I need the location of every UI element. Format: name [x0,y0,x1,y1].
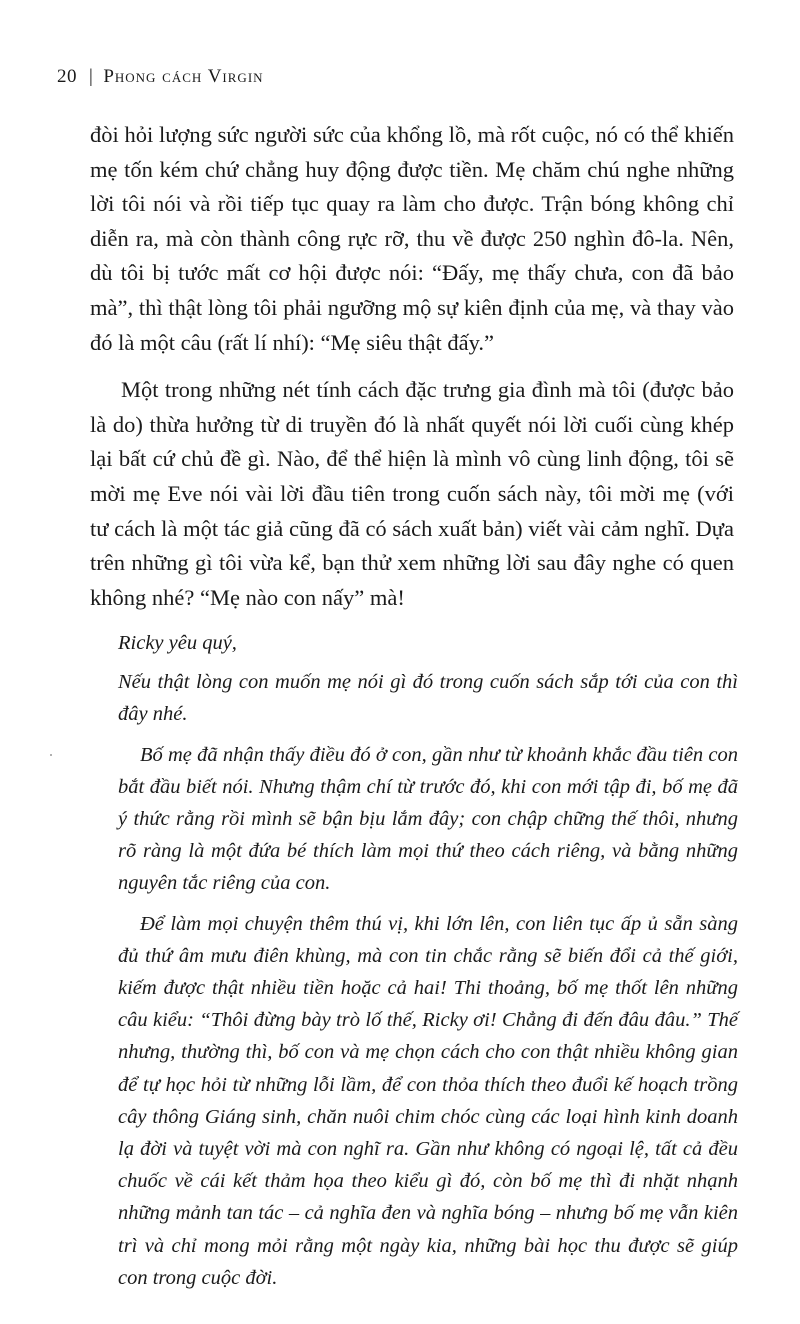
body-paragraph: đòi hỏi lượng sức người sức của khổng lồ, mà rốt cuộc, nó có thể khiến mẹ tốn kém chứ chẳng huy động được tiền. Mẹ chăm chú nghe những lời tôi nói và rồi tiếp tục quay ra làm cho được. Trận bóng không chỉ diễn ra, mà còn thành công rực rỡ, thu về được 250 nghìn đô-la. Nên, dù tôi bị tước mất cơ hội được nói: “Đấy, mẹ thấy chưa, con đã bảo mà”, thì thật lòng tôi phải ngưỡng mộ sự kiên định của mẹ, và thay vào đó là một câu (rất lí nhí): “Mẹ siêu thật đấy.” [90,122,734,355]
body-paragraph: Một trong những nét tính cách đặc trưng gia đình mà tôi (được bảo là do) thừa hưởng từ di truyền đó là nhất quyết nói lời cuối cùng khép lại bất cứ chủ đề gì. Nào, để thể hiện là mình vô cùng linh động, tôi sẽ mời mẹ Eve nói vài lời đầu tiên trong cuốn sách này, tôi mời mẹ (với tư cách là một tác giả cũng đã có sách xuất bản) viết vài cảm nghĩ. Dựa trên những gì tôi vừa kể, bạn thử xem những lời sau đây nghe có quen không nhé? “Mẹ nào con nấy” mà! [90,377,734,610]
header-separator: | [89,66,94,87]
running-title: Phong cách Virgin [103,66,264,87]
letter-paragraph: Để làm mọi chuyện thêm thú vị, khi lớn lên, con liên tục ấp ủ sẵn sàng đủ thứ âm mưu điên khùng, mà con tin chắc rằng sẽ biến đổi cả thế giới, kiếm được thật nhiều tiền hoặc cả hai! Thi thoảng, bố mẹ thốt lên những câu kiểu: “Thôi đừng bày trò lố thế, Ricky ơi! Chẳng đi đến đâu đâu.” Thế nhưng, thường thì, bố con và mẹ chọn cách cho con thật nhiều không gian để tự học hỏi từ những lỗi lầm, để con thỏa thích theo đuổi kế hoạch trồng cây thông Giáng sinh, chăn nuôi chim chóc cùng các loại hình kinh doanh lạ đời và tuyệt vời mà con nghĩ ra. Gần như không có ngoại lệ, tất cả đều chuốc về cái kết thảm họa theo kiểu gì đó, còn bố mẹ thì đi nhặt nhạnh những mảnh tan tác – cả nghĩa đen và nghĩa bóng – nhưng bố mẹ vẫn kiên trì và chỉ mong mỏi rằng một ngày kia, những bài học thu được sẽ giúp con trong cuộc đời. [118,912,738,1289]
print-speck [50,754,52,756]
letter-paragraph: Bố mẹ đã nhận thấy điều đó ở con, gần như từ khoảnh khắc đầu tiên con bắt đầu biết nói. Nhưng thậm chí từ trước đó, khi con mới tập đi, bố mẹ đã ý thức rằng rồi mình sẽ bận bịu lắm đây; con chập chững thế thôi, nhưng rõ ràng là một đứa bé thích làm mọi thứ theo cách riêng, và bằng những nguyên tắc riêng của con. [118,743,738,895]
letter-salutation: Ricky yêu quý, [118,632,237,654]
page-number: 20 [57,66,77,87]
body-text [90,118,734,615]
letter-lead: Nếu thật lòng con muốn mẹ nói gì đó trong cuốn sách sắp tới của con thì đây nhé. [118,671,738,726]
running-header [57,66,264,88]
quoted-letter [118,627,738,1302]
